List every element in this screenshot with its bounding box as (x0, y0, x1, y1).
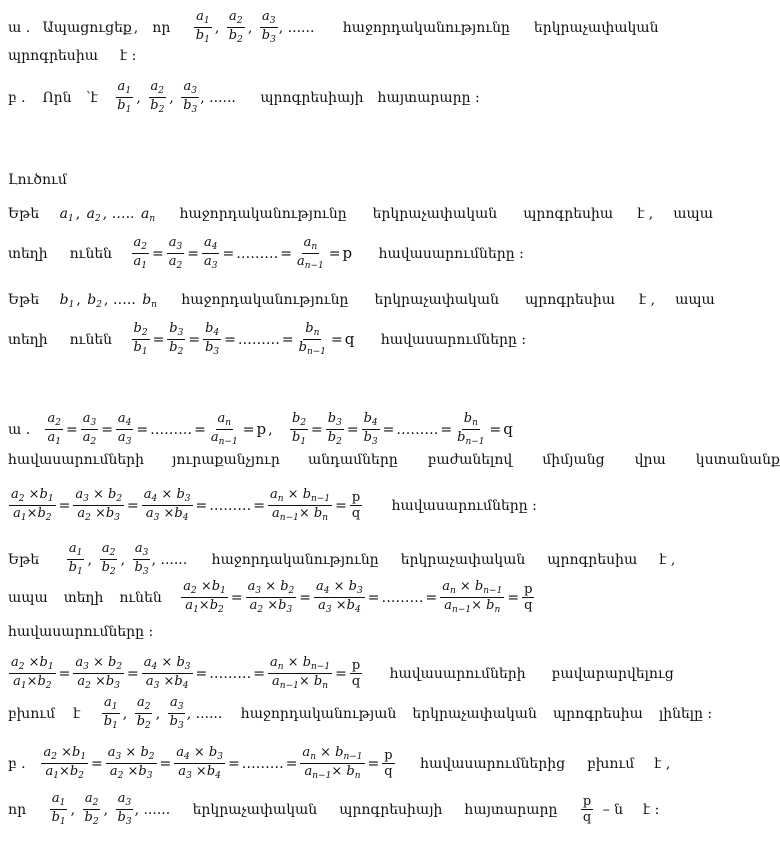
word: յուրաքանչյուր (172, 452, 280, 468)
word: վրա (634, 452, 666, 468)
section-a-line-5: ապա տեղի ունեն $\frac{a_2 \times b_1}{a_1\times b_2}$ = $\frac{a_3 \times b_2}{a_2 \times b_3}$ = $\frac{a_4 \times b_3}{a_3 \times b_4}$ = ……… = $\frac{a_n \times b_{n-1}}{a_{n-1}\times b_n}$ = $\frac{p}{q}$ (8, 579, 533, 616)
ellipsis: , ...... (200, 89, 236, 106)
word: միմյանց (542, 452, 605, 468)
seq-ratio-list: $\frac{a_1}{b_1}$ , $\frac{a_2}{b_2}$ , $\frac{a_3}{b_3}$ , ...... (195, 9, 315, 46)
word: երկրաչափական (372, 206, 498, 222)
section-a-line-4: Եթե $\frac{a_1}{b_1}$ , $\frac{a_2}{b_2}$ , $\frac{a_3}{b_3}$ , ...... հաջորդականությունը երկրաչափական պրոգրեսիա է , (8, 541, 676, 578)
word: պրոգրեսիա (552, 705, 643, 722)
section-b-line-2: որ $\frac{a_1}{b_1}$ , $\frac{a_2}{b_2}$ , $\frac{a_3}{b_3}$ , ...... երկրաչափական պրոգրեսիայի հայտարարը $\frac{p}{q}$ – ն է : (8, 791, 660, 828)
word: պրոգրեսիա (525, 292, 616, 308)
word: Եթե (8, 292, 40, 308)
dots: ……… (237, 331, 280, 348)
word: հայտարարը : (377, 89, 480, 106)
solution-heading: Լուծում (8, 172, 67, 188)
word: պրոգրեսիա (547, 551, 638, 568)
word: բխում (587, 755, 635, 772)
word: հավասարումների (389, 665, 526, 682)
word: պրոգրեսիայի (260, 89, 364, 106)
word: երկրաչափական (374, 292, 500, 308)
word: հաջորդականությունը (179, 206, 347, 222)
word: է , (637, 206, 654, 222)
fraction: $\frac{a_3}{b_3}$ (261, 9, 276, 46)
word: – ն (602, 801, 624, 818)
dots: ……… (381, 589, 424, 606)
word: հաջորդականությունը (211, 551, 379, 568)
const-q: q (524, 598, 533, 614)
word: է : (120, 48, 137, 64)
word: պրոգրեսիա (8, 48, 98, 64)
seq-a: $a_1$ (59, 206, 74, 224)
const-p: p (342, 243, 353, 262)
word: տեղի (8, 331, 48, 348)
word: Որն (42, 89, 72, 106)
const-p: p (351, 489, 361, 505)
word: ապա (675, 292, 715, 308)
word: հավասարումների (8, 452, 145, 468)
word: հավասարումները : (391, 497, 537, 514)
marker-a: ա . (8, 421, 31, 438)
section-b-line-1: բ . $\frac{a_2 \times b_1}{a_1\times b_2}$ = $\frac{a_3 \times b_2}{a_2 \times b_3}$ = $\frac{a_4 \times b_3}{a_3 \times b_4}$ = ……… = $\frac{a_n \times b_{n-1}}{a_{n-1}\times b_n}$ = $\frac{p}{q}$ հավասարումներից բխում է , (8, 745, 671, 782)
dots: ……… (241, 755, 284, 772)
word: հավասարումներից (420, 755, 566, 772)
fraction: $\frac{a_1}{b_1}$ (117, 79, 132, 116)
ellipsis: , ...... (186, 705, 223, 722)
ellipsis: , ...... (151, 551, 188, 568)
word: բխում (8, 705, 56, 722)
fraction: $\frac{a_1}{b_1}$ (195, 9, 210, 46)
word: հայտարարը (464, 801, 558, 818)
marker-b: բ . (8, 755, 26, 772)
ellipsis: , ...... (278, 19, 315, 36)
word: հաջորդականությունը (342, 19, 510, 36)
word: որ (8, 801, 27, 818)
const-p: p (351, 657, 361, 673)
const-p: p (524, 581, 533, 597)
marker-b: բ . (8, 89, 26, 106)
section-a-line-7: $\frac{a_2 \times b_1}{a_1\times b_2}$ = $\frac{a_3 \times b_2}{a_2 \times b_3}$ = $\frac{a_4 \times b_3}{a_3 \times b_4}$ = ……… = $\frac{a_n \times b_{n-1}}{a_{n-1}\times b_n}$ = $\frac{p}{q}$ հավասարումների բավարարվելուց (11, 655, 674, 692)
word: երկրաչափական (400, 551, 526, 568)
word: ապա (8, 589, 48, 606)
solution-line-1: Եթե $a_1$ , $a_2$ , ….. $a_n$ հաջորդականությունը երկրաչափական պրոգրեսիա է , ապա (8, 206, 713, 224)
comma: , (133, 19, 139, 36)
const-q: q (503, 419, 513, 438)
word: է , (654, 755, 671, 772)
word: է (73, 705, 81, 722)
fraction: $\frac{a_2}{b_2}$ (150, 79, 165, 116)
const-q: q (384, 764, 393, 780)
section-a-line-8: բխում է $\frac{a_1}{b_1}$ , $\frac{a_2}{b_2}$ , $\frac{a_3}{b_3}$ , ...... հաջորդականության երկրաչափական պրոգրեսիա լինելը : (8, 695, 713, 732)
problem-line-a2 (8, 48, 136, 64)
word: ունեն (69, 331, 113, 348)
const-q: q (351, 674, 361, 690)
word: պրոգրեսիայի (339, 801, 443, 818)
dots: ……… (150, 421, 193, 438)
problem-line-a (8, 10, 658, 46)
word: տեղի (8, 245, 48, 262)
word: հաջորդականությունը (181, 292, 349, 308)
word: բավարարվելուց (551, 665, 674, 682)
dots: ……… (236, 245, 279, 262)
word: անդամները (307, 452, 398, 468)
word: ապա (673, 206, 713, 222)
word: հավասարումները : (380, 331, 527, 348)
ellipsis: , ...... (134, 801, 171, 818)
word: հաջորդականության (240, 705, 397, 722)
section-a-line-2 (8, 452, 780, 468)
problem-line-b: բ . Որն ՝է $\frac{a_1}{b_1}$ , $\frac{a_2}{b_2}$ , $\frac{a_3}{b_3}$ , ...... պրոգրեսիայի հայտարարը : (8, 79, 480, 116)
section-a-line-6: հավասարումները : (8, 624, 154, 640)
word: Եթե (8, 551, 40, 568)
dots: ……… (209, 665, 252, 682)
const-p: p (256, 419, 267, 438)
solution-line-4: տեղի ունեն $\frac{b_2}{b_1}$ = $\frac{b_3}{b_2}$ = $\frac{b_4}{b_3}$ = ……… = $\frac{b_n}{b_{n-1}}$ = q հավասարումները : (8, 321, 527, 358)
word: երկրաչափական (412, 705, 537, 722)
word: է , (639, 292, 656, 308)
word: երկրաչափական (192, 801, 318, 818)
dots: ……… (209, 497, 252, 514)
word: է , (659, 551, 676, 568)
word: տեղի (63, 589, 104, 606)
const-q: q (582, 810, 592, 826)
fraction: $\frac{a_2}{b_2}$ (228, 9, 243, 46)
word: ՝է (85, 89, 98, 106)
word: որ (152, 19, 171, 36)
const-p: p (582, 793, 592, 809)
word: Ապացուցեք (42, 19, 132, 36)
fraction: $\frac{a_3}{b_3}$ (183, 79, 198, 116)
dots: ……… (396, 421, 439, 438)
section-a-line-1: ա . $\frac{a_2}{a_1}$ = $\frac{a_3}{a_2}$ = $\frac{a_4}{a_3}$ = ……… = $\frac{a_n}{a_{n-1}}$ = p , $\frac{b_2}{b_1}$ = $\frac{b_3}{b_2}$ = $\frac{b_4}{b_3}$ = ……… = $\frac{b_n}{b_{n-1}}$ = q (8, 411, 513, 448)
const-q: q (351, 506, 361, 522)
word: լինելը : (658, 705, 713, 722)
word: է : (643, 801, 660, 818)
word: պրոգրեսիա (523, 206, 614, 222)
word: ունեն (69, 245, 113, 262)
solution-line-2: տեղի ունեն $\frac{a_2}{a_1}$ = $\frac{a_3}{a_2}$ = $\frac{a_4}{a_3}$ = ……… = $\frac{a_n}{a_{n-1}}$ = p հավասարումները : (8, 235, 524, 272)
marker-a: ա . (8, 19, 31, 36)
const-p: p (384, 747, 393, 763)
word: բաժանելով (427, 452, 513, 468)
solution-line-3: Եթե $b_1$ , $b_2$ , ….. $b_n$ հաջորդականությունը երկրաչափական պրոգրեսիա է , ապա (8, 292, 715, 310)
word: Եթե (8, 206, 40, 222)
word: կստանանք (695, 452, 780, 468)
section-a-line-3: $\frac{a_2 \times b_1}{a_1\times b_2}$ = $\frac{a_3 \times b_2}{a_2 \times b_3}$ = $\frac{a_4 \times b_3}{a_3 \times b_4}$ = ……… = $\frac{a_n \times b_{n-1}}{a_{n-1}\times b_n}$ = $\frac{p}{q}$ հավասարումները : (11, 487, 537, 524)
word: հավասարումները : (378, 245, 524, 262)
word: երկրաչափական (533, 19, 659, 36)
const-q: q (344, 329, 355, 348)
word: ունեն (119, 589, 162, 606)
